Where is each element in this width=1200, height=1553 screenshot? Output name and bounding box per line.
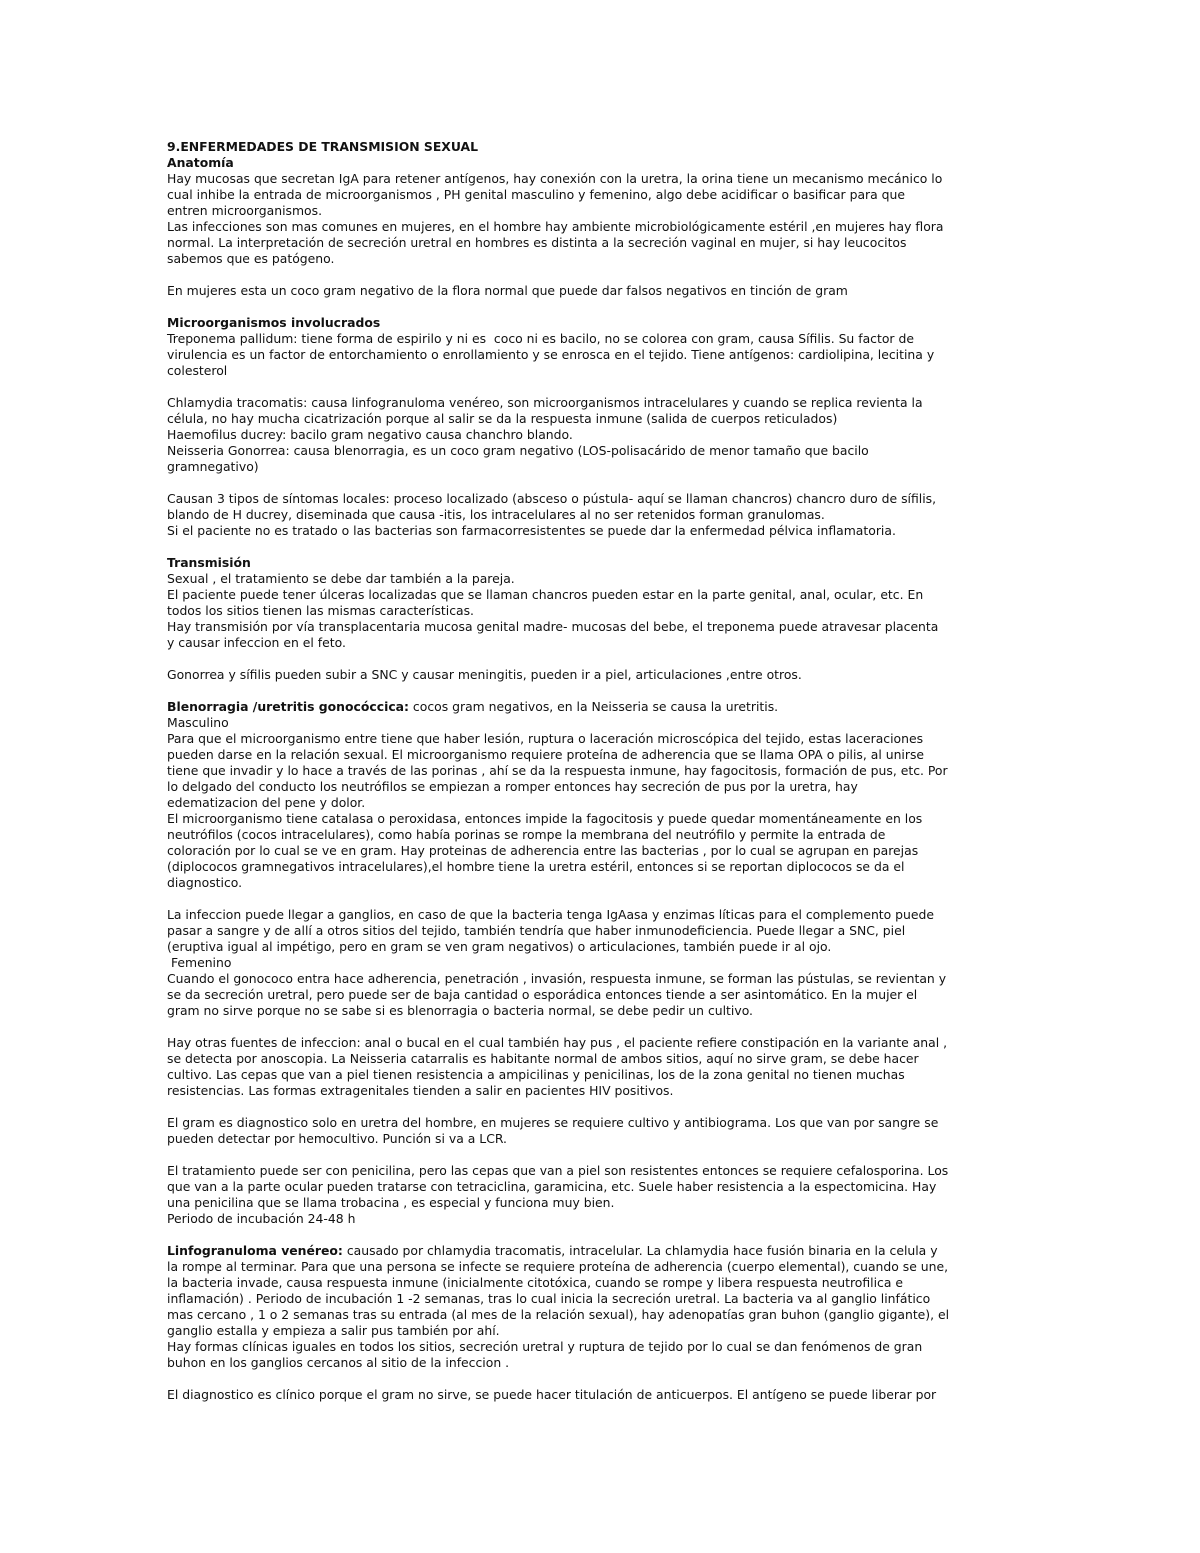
text-line bbox=[167, 171, 1037, 187]
text-line bbox=[167, 187, 1037, 203]
body-text: todos los sitios tienen las mismas características. bbox=[167, 603, 474, 618]
heading-line bbox=[167, 315, 1037, 331]
body-text: se detecta por anoscopia. La Neisseria catarralis es habitante normal de ambos sitios, aquí no sirve gram, se debe hacer bbox=[167, 1051, 919, 1066]
body-text: Sexual , el tratamiento se debe dar también a la pareja. bbox=[167, 571, 515, 586]
text-line bbox=[167, 507, 1037, 523]
text-line bbox=[167, 1275, 1037, 1291]
bold-text: Linfogranuloma venéreo: bbox=[167, 1243, 343, 1258]
text-line bbox=[167, 523, 1037, 539]
body-text: Si el paciente no es tratado o las bacterias son farmacorresistentes se puede dar la enfermedad pélvica inflamatoria. bbox=[167, 523, 896, 538]
body-text: diagnostico. bbox=[167, 875, 243, 890]
text-line bbox=[167, 923, 1037, 939]
body-text: El diagnostico es clínico porque el gram no sirve, se puede hacer titulación de anticuerpos. El antígeno se puede liberar por bbox=[167, 1387, 937, 1402]
body-text: tiene que invadir y lo hace a través de las porinas , ahí se da la respuesta inmune, hay fagocitosis, formación de pus, etc. Por bbox=[167, 763, 948, 778]
text-line bbox=[167, 987, 1037, 1003]
body-text: Masculino bbox=[167, 715, 229, 730]
text-line bbox=[167, 763, 1037, 779]
text-line bbox=[167, 667, 1037, 683]
body-text: Hay transmisión por vía transplacentaria mucosa genital madre- mucosas del bebe, el treponema puede atravesar placenta bbox=[167, 619, 939, 634]
text-line bbox=[167, 619, 1037, 635]
bold-text: 9.ENFERMEDADES DE TRANSMISION SEXUAL bbox=[167, 139, 479, 154]
body-text: Gonorrea y sífilis pueden subir a SNC y causar meningitis, pueden ir a piel, articulaciones ,entre otros. bbox=[167, 667, 802, 682]
text-line bbox=[167, 1163, 1037, 1179]
text-line bbox=[167, 1083, 1037, 1099]
blank-line bbox=[167, 539, 1037, 555]
body-text: la bacteria invade, causa respuesta inmune (inicialmente citotóxica, cuando se rompe y libera respuesta neutrofilica e bbox=[167, 1275, 904, 1290]
text-line bbox=[167, 747, 1037, 763]
blank-line bbox=[167, 475, 1037, 491]
body-text: inflamación) . Periodo de incubación 1 -2 semanas, tras lo cual inicia la secreción uretral. La bacteria va al ganglio linfático bbox=[167, 1291, 931, 1306]
body-text: Chlamydia tracomatis: causa linfogranuloma venéreo, son microorganismos intracelulares y cuando se replica revienta la bbox=[167, 395, 923, 410]
body-text: (eruptiva igual al impétigo, pero en gram se ven gram negativos) o articulaciones, también puede ir al ojo. bbox=[167, 939, 832, 954]
text-line bbox=[167, 843, 1037, 859]
text-line bbox=[167, 1115, 1037, 1131]
text-line bbox=[167, 1259, 1037, 1275]
text-line bbox=[167, 1179, 1037, 1195]
text-line bbox=[167, 219, 1037, 235]
body-text: El tratamiento puede ser con penicilina, pero las cepas que van a piel son resistentes entonces se requiere cefalosporina. Los bbox=[167, 1163, 949, 1178]
text-line bbox=[167, 1131, 1037, 1147]
text-line bbox=[167, 1243, 1037, 1259]
text-line bbox=[167, 811, 1037, 827]
body-text: pueden darse en la relación sexual. El microorganismo requiere proteína de adherencia que se llama OPA o pilis, al unirse bbox=[167, 747, 925, 762]
blank-line bbox=[167, 1019, 1037, 1035]
text-line bbox=[167, 1291, 1037, 1307]
text-line bbox=[167, 1307, 1037, 1323]
body-text: se da secreción uretral, pero puede ser de baja cantidad o esporádica entonces tiende a ser asintomático. En la mujer el bbox=[167, 987, 918, 1002]
text-line bbox=[167, 1339, 1037, 1355]
text-line bbox=[167, 859, 1037, 875]
body-text: la rompe al terminar. Para que una persona se infecte se requiere proteína de adherencia (cuerpo elemental), cuando se une, bbox=[167, 1259, 949, 1274]
body-text: cual inhibe la entrada de microorganismos , PH genital masculino y femenino, algo debe acidificar o basificar para que bbox=[167, 187, 906, 202]
text-line bbox=[167, 603, 1037, 619]
text-line bbox=[167, 571, 1037, 587]
body-text: gramnegativo) bbox=[167, 459, 259, 474]
blank-line bbox=[167, 379, 1037, 395]
text-line bbox=[167, 939, 1037, 955]
body-text: (diplococos gramnegativos intracelulares),el hombre tiene la uretra estéril, entonces si se reportan diplococos se da el bbox=[167, 859, 905, 874]
bold-text: Blenorragia /uretritis gonocóccica: bbox=[167, 699, 409, 714]
body-text: cultivo. Las cepas que van a piel tienen resistencia a ampicilinas y penicilinas, los de la zona genital no tienen muchas bbox=[167, 1067, 905, 1082]
text-line bbox=[167, 1003, 1037, 1019]
body-text: coloración por lo cual se ve en gram. Hay proteinas de adherencia entre las bacterias , por lo cual se agrupan en parejas bbox=[167, 843, 919, 858]
blank-line bbox=[167, 683, 1037, 699]
body-text: que van a la parte ocular pueden tratarse con tetraciclina, garamicina, etc. Suele haber resistencia a la espectomicina. Hay bbox=[167, 1179, 937, 1194]
blank-line bbox=[167, 267, 1037, 283]
text-line bbox=[167, 1387, 1037, 1403]
body-text: entren microorganismos. bbox=[167, 203, 323, 218]
body-text: Hay otras fuentes de infeccion: anal o bucal en el cual también hay pus , el paciente refiere constipación en la variante anal , bbox=[167, 1035, 948, 1050]
document-page bbox=[167, 139, 1037, 1403]
text-line bbox=[167, 347, 1037, 363]
body-text: El microorganismo tiene catalasa o peroxidasa, entonces impide la fagocitosis y puede quedar momentáneamente en los bbox=[167, 811, 923, 826]
blank-line bbox=[167, 651, 1037, 667]
blank-line bbox=[167, 299, 1037, 315]
text-line bbox=[167, 635, 1037, 651]
text-line bbox=[167, 1067, 1037, 1083]
body-text: Hay formas clínicas iguales en todos los sitios, secreción uretral y ruptura de tejido por lo cual se dan fenómenos de gran bbox=[167, 1339, 923, 1354]
body-text: normal. La interpretación de secreción uretral en hombres es distinta a la secreción vaginal en mujer, si hay leucocitos bbox=[167, 235, 907, 250]
body-text: gram no sirve porque no se sabe si es blenorragia o bacteria normal, se debe pedir un cultivo. bbox=[167, 1003, 753, 1018]
body-text: Periodo de incubación 24-48 h bbox=[167, 1211, 356, 1226]
body-text: y causar infeccion en el feto. bbox=[167, 635, 346, 650]
bold-text: Anatomía bbox=[167, 155, 234, 170]
bold-text: Microorganismos involucrados bbox=[167, 315, 381, 330]
heading-line bbox=[167, 555, 1037, 571]
text-line bbox=[167, 443, 1037, 459]
text-line bbox=[167, 795, 1037, 811]
text-line bbox=[167, 1051, 1037, 1067]
text-line bbox=[167, 235, 1037, 251]
text-line bbox=[167, 491, 1037, 507]
body-text: El gram es diagnostico solo en uretra del hombre, en mujeres se requiere cultivo y antibiograma. Los que van por sangre se bbox=[167, 1115, 939, 1130]
text-line bbox=[167, 1035, 1037, 1051]
body-text: buhon en los ganglios cercanos al sitio de la infeccion . bbox=[167, 1355, 510, 1370]
body-text: neutrófilos (cocos intracelulares), como había porinas se rompe la membrana del neutrófilo y permite la entrada de bbox=[167, 827, 886, 842]
heading-line bbox=[167, 155, 1037, 171]
text-line bbox=[167, 1323, 1037, 1339]
text-line bbox=[167, 203, 1037, 219]
text-line bbox=[167, 699, 1037, 715]
text-line bbox=[167, 411, 1037, 427]
body-text: Las infecciones son mas comunes en mujeres, en el hombre hay ambiente microbiológicamente estéril ,en mujeres hay flora bbox=[167, 219, 944, 234]
blank-line bbox=[167, 1099, 1037, 1115]
text-line bbox=[167, 955, 1037, 971]
text-line bbox=[167, 715, 1037, 731]
body-text: colesterol bbox=[167, 363, 228, 378]
body-text: causado por chlamydia tracomatis, intracelular. La chlamydia hace fusión binaria en la celula y bbox=[342, 1243, 938, 1258]
body-text: mas cercano , 1 o 2 semanas tras su entrada (al mes de la relación sexual), hay adenopatías gran buhon (ganglio gigante), el bbox=[167, 1307, 950, 1322]
text-line bbox=[167, 1211, 1037, 1227]
text-line bbox=[167, 459, 1037, 475]
blank-line bbox=[167, 1227, 1037, 1243]
body-text: Hay mucosas que secretan IgA para retener antígenos, hay conexión con la uretra, la orina tiene un mecanismo mecánico lo bbox=[167, 171, 943, 186]
body-text: pasar a sangre y de allí a otros sitios del tejido, también tendría que haber inmunodeficiencia. Puede llegar a SNC, piel bbox=[167, 923, 906, 938]
body-text: blando de H ducrey, diseminada que causa -itis, los intracelulares al no ser retenidos forman granulomas. bbox=[167, 507, 825, 522]
text-line bbox=[167, 907, 1037, 923]
body-text: En mujeres esta un coco gram negativo de la flora normal que puede dar falsos negativos en tinción de gram bbox=[167, 283, 848, 298]
body-text: resistencias. Las formas extragenitales tienden a salir en pacientes HIV positivos. bbox=[167, 1083, 674, 1098]
text-line bbox=[167, 1195, 1037, 1211]
blank-line bbox=[167, 1371, 1037, 1387]
text-line bbox=[167, 427, 1037, 443]
body-text: Para que el microorganismo entre tiene que haber lesión, ruptura o laceración microscópica del tejido, estas laceraciones bbox=[167, 731, 924, 746]
body-text: Haemofilus ducrey: bacilo gram negativo causa chanchro blando. bbox=[167, 427, 573, 442]
body-text: Cuando el gonococo entra hace adherencia, penetración , invasión, respuesta inmune, se forman las pústulas, se revientan y bbox=[167, 971, 947, 986]
blank-line bbox=[167, 1147, 1037, 1163]
text-line bbox=[167, 331, 1037, 347]
text-line bbox=[167, 827, 1037, 843]
body-text: Causan 3 tipos de síntomas locales: proceso localizado (absceso o pústula- aquí se llaman chancros) chancro duro de sífilis, bbox=[167, 491, 937, 506]
body-text: lo delgado del conducto los neutrófilos se empiezan a romper entonces hay secreción de pus por la uretra, hay bbox=[167, 779, 858, 794]
text-line bbox=[167, 875, 1037, 891]
text-line bbox=[167, 731, 1037, 747]
body-text: La infeccion puede llegar a ganglios, en caso de que la bacteria tenga IgAasa y enzimas líticas para el complemento puede bbox=[167, 907, 935, 922]
body-text: pueden detectar por hemocultivo. Punción si va a LCR. bbox=[167, 1131, 507, 1146]
text-line bbox=[167, 971, 1037, 987]
text-line bbox=[167, 779, 1037, 795]
body-text: edematizacion del pene y dolor. bbox=[167, 795, 366, 810]
text-line bbox=[167, 587, 1037, 603]
text-line bbox=[167, 1355, 1037, 1371]
body-text: Treponema pallidum: tiene forma de espirilo y ni es coco ni es bacilo, no se colorea con gram, causa Sífilis. Su factor de bbox=[167, 331, 914, 346]
body-text: ganglio estalla y empieza a salir pus también por ahí. bbox=[167, 1323, 500, 1338]
body-text: El paciente puede tener úlceras localizadas que se llaman chancros pueden estar en la parte genital, anal, ocular, etc. En bbox=[167, 587, 924, 602]
body-text: una penicilina que se llama trobacina , es especial y funciona muy bien. bbox=[167, 1195, 615, 1210]
bold-text: Transmisión bbox=[167, 555, 251, 570]
body-text: Femenino bbox=[167, 955, 232, 970]
text-line bbox=[167, 395, 1037, 411]
heading-line bbox=[167, 139, 1037, 155]
body-text: cocos gram negativos, en la Neisseria se causa la uretritis. bbox=[408, 699, 779, 714]
body-text: virulencia es un factor de entorchamiento o enrollamiento y se enrosca en el tejido. Tiene antígenos: cardiolipina, lecitina y bbox=[167, 347, 935, 362]
text-line bbox=[167, 363, 1037, 379]
text-line bbox=[167, 251, 1037, 267]
blank-line bbox=[167, 891, 1037, 907]
body-text: célula, no hay mucha cicatrización porque al salir se da la respuesta inmune (salida de cuerpos reticulados) bbox=[167, 411, 838, 426]
body-text: Neisseria Gonorrea: causa blenorragia, es un coco gram negativo (LOS-polisacárido de menor tamaño que bacilo bbox=[167, 443, 869, 458]
text-line bbox=[167, 283, 1037, 299]
body-text: sabemos que es patógeno. bbox=[167, 251, 335, 266]
